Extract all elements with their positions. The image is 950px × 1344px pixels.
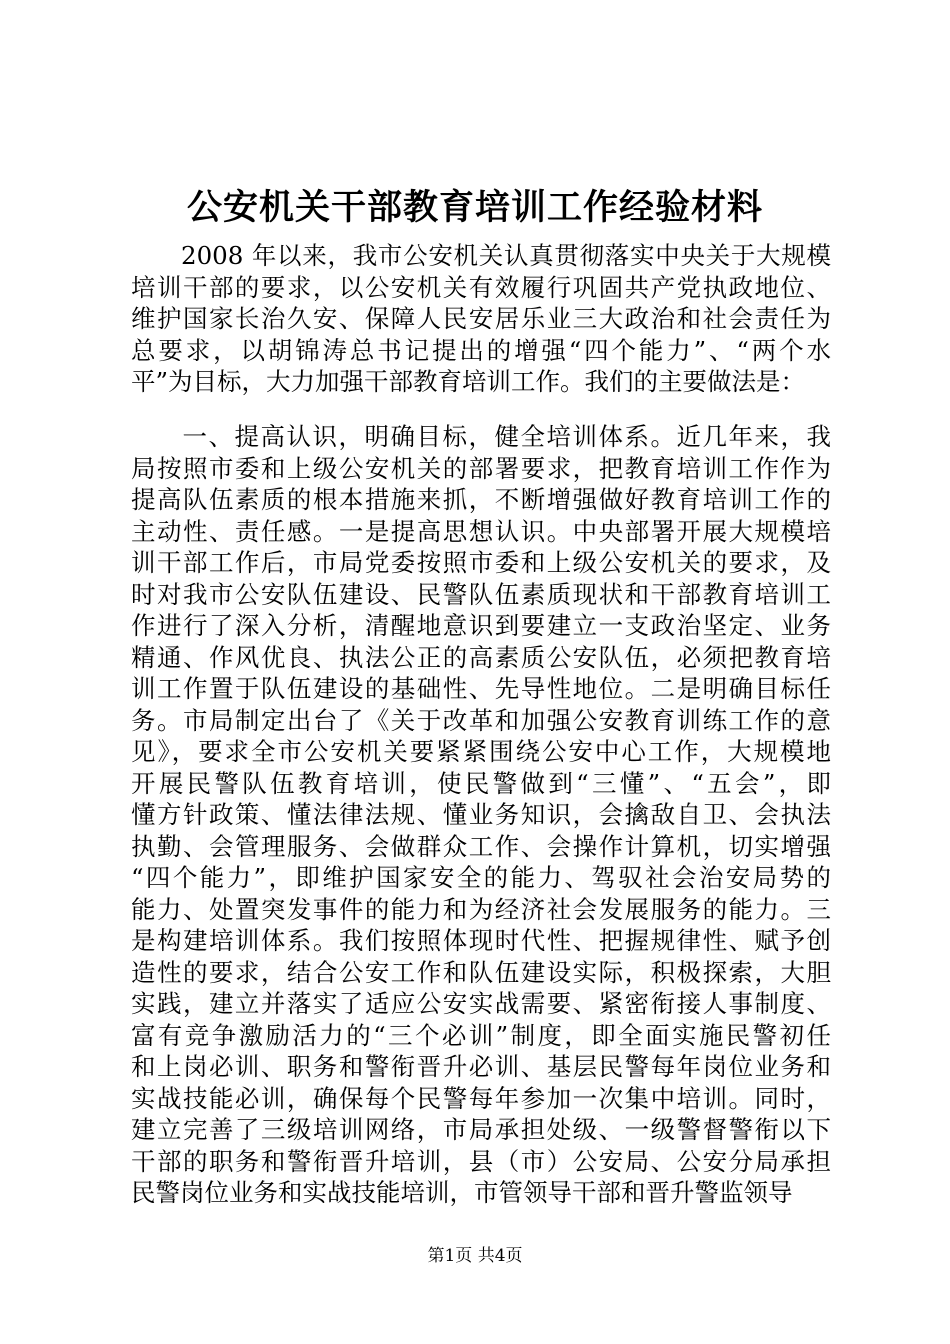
text-line: 培训干部的要求，以公安机关有效履行巩固共产党执政地位、	[131, 272, 831, 302]
text-line: 局按照市委和上级公安机关的部署要求，把教育培训工作作为	[131, 453, 831, 483]
text-line: 执勤、会管理服务、会做群众工作、会操作计算机，切实增强	[131, 831, 831, 861]
text-line: 一、提高认识，明确目标，健全培训体系。近几年来，我	[181, 422, 831, 451]
text-line: 是构建培训体系。我们按照体现时代性、把握规律性、赋予创	[131, 926, 831, 955]
text-line: 总要求，以胡锦涛总书记提出的增强“四个能力”、“两个水	[131, 335, 831, 365]
text-line: 精通、作风优良、执法公正的高素质公安队伍，必须把教育培	[131, 642, 831, 672]
paragraph-section-one	[131, 421, 831, 1209]
text-line: 民警岗位业务和实战技能培训，市管领导干部和晋升警监领导	[131, 1178, 793, 1207]
text-line: 能力、处置突发事件的能力和为经济社会发展服务的能力。三	[131, 894, 831, 924]
text-line: 和上岗必训、职务和警衔晋升必训、基层民警每年岗位业务和	[131, 1052, 831, 1081]
text-line: 干部的职务和警衔晋升培训，县（市）公安局、公安分局承担	[131, 1146, 831, 1176]
text-line: 实践，建立并落实了适应公安实战需要、紧密衔接人事制度、	[131, 989, 831, 1018]
text-line: 见》，要求全市公安机关要紧紧围绕公安中心工作，大规模地	[131, 737, 831, 766]
text-line: 懂方针政策、懂法律法规、懂业务知识，会擒敌自卫、会执法	[131, 800, 831, 829]
text-line: 务。市局制定出台了《关于改革和加强公安教育训练工作的意	[131, 705, 831, 735]
text-line: 维护国家长治久安、保障人民安居乐业三大政治和社会责任为	[131, 304, 831, 333]
text-line: 时对我市公安队伍建设、民警队伍素质现状和干部教育培训工	[131, 579, 831, 609]
text-line: 2008 年以来，我市公安机关认真贯彻落实中央关于大规模	[181, 241, 831, 270]
text-line: 训工作置于队伍建设的基础性、先导性地位。二是明确目标任	[131, 674, 831, 703]
text-line: 建立完善了三级培训网络，市局承担处级、一级警督警衔以下	[131, 1115, 831, 1144]
text-line: 主动性、责任感。一是提高思想认识。中央部署开展大规模培	[131, 516, 831, 546]
text-line: 提高队伍素质的根本措施来抓，不断增强做好教育培训工作的	[131, 485, 831, 514]
text-line: 实战技能必训，确保每个民警每年参加一次集中培训。同时，	[131, 1083, 831, 1113]
text-line: “四个能力”，即维护国家安全的能力、驾驭社会治安局势的	[131, 863, 831, 892]
page-footer: 第1页 共4页	[427, 1246, 523, 1266]
text-line: 富有竞争激励活力的“三个必训”制度，即全面实施民警初任	[131, 1020, 831, 1050]
text-line: 作进行了深入分析，清醒地意识到要建立一支政治坚定、业务	[131, 611, 831, 640]
text-line: 平”为目标，大力加强干部教育培训工作。我们的主要做法是：	[131, 367, 806, 396]
text-line: 训干部工作后，市局党委按照市委和上级公安机关的要求，及	[131, 548, 831, 577]
text-line: 造性的要求，结合公安工作和队伍建设实际，积极探索，大胆	[131, 957, 831, 987]
text-line: 开展民警队伍教育培训，使民警做到“三懂”、“五会”，即	[131, 768, 831, 798]
document-title: 公安机关干部教育培训工作经验材料	[186, 187, 763, 228]
paragraph-intro	[131, 240, 831, 398]
